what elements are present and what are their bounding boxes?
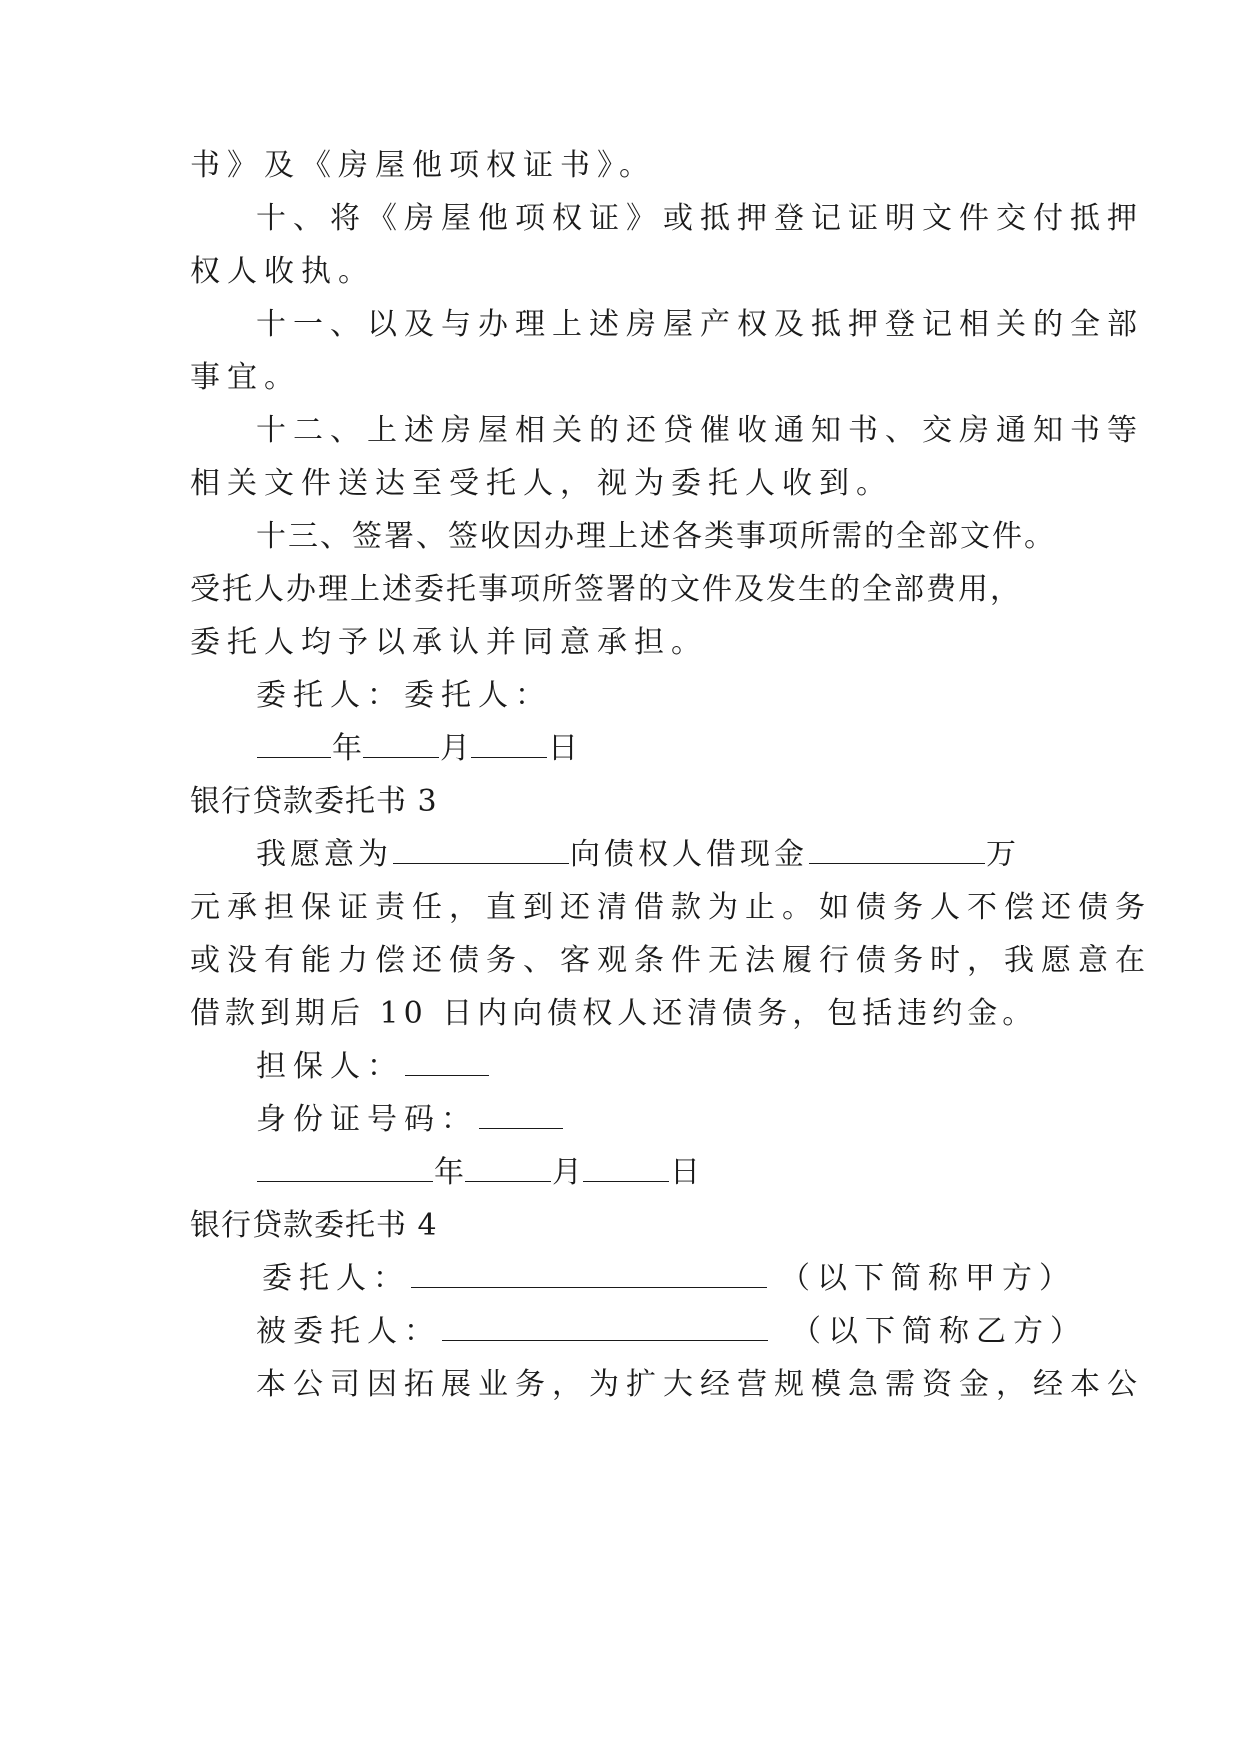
year-blank bbox=[257, 1153, 433, 1182]
paragraph-line: 相关文件送达至受托人，视为委托人收到。 bbox=[190, 466, 893, 501]
day-label: 日 bbox=[548, 731, 578, 766]
guarantor-label: 担保人： bbox=[256, 1049, 404, 1084]
agent-label: 被委托人： bbox=[256, 1314, 441, 1349]
paragraph-line: 借款到期后 10 日内向债权人还清债务，包括违约金。 bbox=[190, 996, 1038, 1031]
month-label: 月 bbox=[552, 1155, 582, 1190]
debtor-blank bbox=[393, 835, 569, 864]
paragraph-line: 元承担保证责任，直到还清借款为止。如债务人不偿还债务 bbox=[190, 890, 1152, 925]
year-label: 年 bbox=[434, 1155, 464, 1190]
id-number-blank bbox=[479, 1100, 563, 1129]
section-heading-4: 银行贷款委托书 4 bbox=[190, 1208, 438, 1243]
agent-note: （以下简称乙方） bbox=[791, 1314, 1087, 1349]
agent-line bbox=[256, 1312, 1136, 1352]
signature-line: 委托人：委托人： bbox=[256, 678, 552, 713]
month-blank bbox=[363, 729, 439, 758]
principal-line bbox=[262, 1259, 1142, 1299]
paragraph-line bbox=[256, 835, 1136, 875]
paragraph-line: 委托人均予以承认并同意承担。 bbox=[190, 625, 708, 660]
clause-12: 十二、上述房屋相关的还贷催收通知书、交房通知书等 bbox=[256, 413, 1144, 448]
id-number-line bbox=[256, 1100, 1136, 1140]
agent-blank bbox=[442, 1312, 768, 1341]
text-span: 万 bbox=[986, 837, 1020, 872]
paragraph-line: 或没有能力偿还债务、客观条件无法履行债务时，我愿意在 bbox=[190, 943, 1152, 978]
paragraph-line: 书》及《房屋他项权证书》。 bbox=[190, 148, 656, 183]
day-blank bbox=[471, 729, 547, 758]
date-line bbox=[256, 729, 1136, 769]
year-label: 年 bbox=[332, 731, 362, 766]
paragraph-line: 权人收执。 bbox=[190, 254, 375, 289]
day-label: 日 bbox=[670, 1155, 700, 1190]
principal-label: 委托人： bbox=[262, 1261, 410, 1296]
section-heading-3: 银行贷款委托书 3 bbox=[190, 784, 438, 819]
year-blank bbox=[257, 729, 331, 758]
guarantor-blank bbox=[405, 1047, 489, 1076]
paragraph-line: 受托人办理上述委托事项所签署的文件及发生的全部费用， bbox=[190, 572, 1022, 607]
id-number-label: 身份证号码： bbox=[256, 1102, 478, 1137]
month-blank bbox=[465, 1153, 551, 1182]
paragraph-line: 本公司因拓展业务，为扩大经营规模急需资金，经本公 bbox=[256, 1367, 1144, 1402]
principal-blank bbox=[411, 1259, 767, 1288]
clause-11: 十一、以及与办理上述房屋产权及抵押登记相关的全部 bbox=[256, 307, 1144, 342]
guarantor-line bbox=[256, 1047, 1136, 1087]
date-line bbox=[256, 1153, 1136, 1193]
principal-note: （以下简称甲方） bbox=[780, 1261, 1076, 1296]
month-label: 月 bbox=[440, 731, 470, 766]
clause-13: 十三、签署、签收因办理上述各类事项所需的全部文件。 bbox=[256, 519, 1056, 554]
day-blank bbox=[583, 1153, 669, 1182]
amount-blank bbox=[809, 835, 985, 864]
text-span: 向债权人借现金 bbox=[570, 837, 808, 872]
clause-10: 十、将《房屋他项权证》或抵押登记证明文件交付抵押 bbox=[256, 201, 1144, 236]
paragraph-line: 事宜。 bbox=[190, 360, 301, 395]
text-span: 我愿意为 bbox=[256, 837, 392, 872]
